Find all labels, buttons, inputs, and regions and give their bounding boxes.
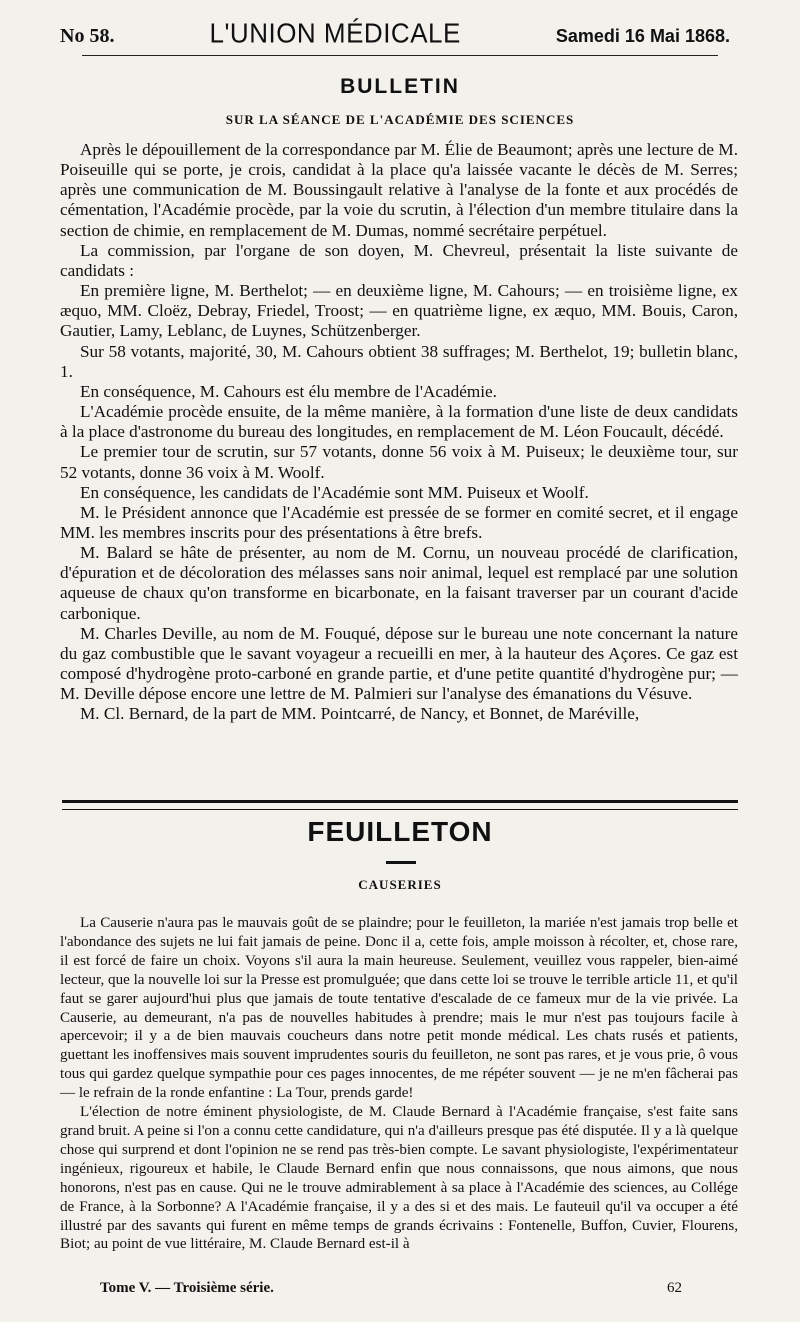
title-dash (386, 861, 416, 864)
volume-label: Tome V. — Troisième série. (100, 1280, 274, 1296)
bulletin-paragraph: Après le dépouillement de la correspondance par M. Élie de Beaumont; après une lecture de M. Poiseuille qui se porte, je crois, candidat à la place qu'a laissée vacante le décès de M. Serres; après une communication de M. Boussingault relative à l'analyse de la fonte et aux procédés de cémentation, l'Académie procède, par la voie du scrutin, à l'élection d'un membre titulaire dans la section de chimie, en remplacement de M. Dumas, nommé secrétaire perpétuel. (60, 140, 738, 240)
bulletin-paragraph: En conséquence, les candidats de l'Académie sont MM. Puiseux et Woolf. (80, 482, 589, 502)
bulletin-paragraph: Sur 58 votants, majorité, 30, M. Cahours obtient 38 suffrages; M. Berthelot, 19; bulletin blanc, 1. (60, 341, 738, 381)
bulletin-body (60, 140, 738, 725)
journal-title: L'UNION MÉDICALE (209, 17, 461, 49)
bulletin-paragraph: En conséquence, M. Cahours est élu membre de l'Académie. (80, 381, 497, 401)
bulletin-paragraph: M. le Président annonce que l'Académie est pressée de se former en comité secret, et il engage MM. les membres inscrits pour des présentations à être brefs. (60, 502, 738, 542)
bulletin-paragraph: Le premier tour de scrutin, sur 57 votants, donne 56 voix à M. Puiseux; le deuxième tour, sur 52 votants, donne 36 voix à M. Woolf. (60, 442, 738, 482)
bulletin-title: BULLETIN (340, 75, 460, 98)
feuilleton-paragraph: La Causerie n'aura pas le mauvais goût de se plaindre; pour le feuilleton, la mariée n'est jamais trop belle et l'abondance des sujets ne lui fait jamais de peine. Donc il a, cette fois, ample moisson à récolter, et, chose rare, il est forcé de faire un choix. Voyons s'il aura la main heureuse. Seulement, veuillez vous rappeler, bien-aimé lecteur, que la nouvelle loi sur la Presse est promulguée; que dans cette loi se trouve le terrible article 11, et qu'il faut se garer aujourd'hui plus que jamais de toute tentative d'escalade de ce fameux mur de la vie privée. La Causerie, au demeurant, n'a pas de nouvelles habitudes à prendre; mais le mur n'est pas toujours facile à apercevoir; il y a de bien mauvais coucheurs dans notre petit monde médical. Les chats rusés et patients, guettant les inoffensives mais souvent imprudentes souris du feuilleton, ne sont pas rares, et je vous prie, ô vous tous qui gardez quelque sympathie pour ces pages innocentes, de me répéter souvent — je ne m'en fâcherai pas — le refrain de la ronde enfantine : La Tour, prends garde! (60, 915, 738, 1102)
feuilleton-body (60, 914, 738, 1254)
feuilleton-separator (62, 800, 738, 810)
bulletin-paragraph: M. Balard se hâte de présenter, au nom de M. Cornu, un nouveau procédé de clarification, d'épuration et de décoloration des mélasses sans noir animal, lequel est remplacé par une solution aqueuse de chaux qu'on transforme en bicarbonate, en la faisant traverser par un courant d'acide carbonique. (60, 543, 738, 623)
bulletin-paragraph: La commission, par l'organe de son doyen, M. Chevreul, présentait la liste suivante de candidats : (60, 240, 738, 280)
page-number: 62 (667, 1280, 682, 1296)
page-footer (100, 1280, 682, 1297)
feuilleton-title: FEUILLETON (307, 816, 493, 847)
bulletin-paragraph: M. Cl. Bernard, de la part de MM. Pointcarré, de Nancy, et Bonnet, de Maréville, (80, 704, 640, 724)
feuilleton-paragraph: L'élection de notre éminent physiologiste, de M. Claude Bernard à l'Académie française, s'est faite sans grand bruit. A peine si l'on a connu cette candidature, qui n'a d'ailleurs presque pas été disputée. Il y a là quelque chose qui surprend et dont l'opinion ne se rend pas très-bien compte. Le savant physiologiste, l'expérimentateur ingénieux, rigoureux et habile, le Claude Bernard enfin que nous connaissons, que nous aimons, que nous honorons, n'est pas en cause. Qui ne le trouve admirablement à sa place à l'Académie des sciences, au Collége de France, à la Sorbonne? A l'Académie française, il y a des si et des mais. Le fauteuil qu'il va occuper a été illustré par des savants qui furent en même temps de grands écrivains : Fontenelle, Buffon, Cuvier, Flourens, Biot; au point de vue littéraire, M. Claude Bernard est-il à (60, 1104, 738, 1253)
bulletin-paragraph: L'Académie procède ensuite, de la même manière, à la formation d'une liste de deux candidats à la place d'astronome du bureau des longitudes, en remplacement de M. Léon Foucault, décédé. (60, 402, 738, 442)
bulletin-subtitle: SUR LA SÉANCE DE L'ACADÉMIE DES SCIENCES (225, 112, 575, 127)
bulletin-paragraph: En première ligne, M. Berthelot; — en deuxième ligne, M. Cahours; — en troisième ligne, ex æquo, MM. Cloëz, Debray, Friedel, Troost; — en quatrième ligne, ex æquo, MM. Bouis, Caron, Gautier, Lamy, Leblanc, de Luynes, Schützenberger. (60, 281, 738, 341)
bulletin-paragraph: M. Charles Deville, au nom de M. Fouqué, dépose sur le bureau une note concernant la nature du gaz combustible que le savant voyageur a recueilli en mer, à la hauteur des Açores. Ce gaz est composé d'hydrogène proto-carboné en grande partie, et d'une petite quantité d'hydrogène pur; — M. Deville dépose encore une lettre de M. Palmieri sur l'analyse des émanations du Vésuve. (60, 623, 738, 704)
masthead-rule (82, 55, 718, 56)
masthead (60, 18, 730, 48)
issue-date: Samedi 16 Mai 1868. (555, 26, 730, 46)
issue-number: No 58. (60, 25, 115, 47)
feuilleton-subtitle: CAUSERIES (358, 877, 442, 892)
